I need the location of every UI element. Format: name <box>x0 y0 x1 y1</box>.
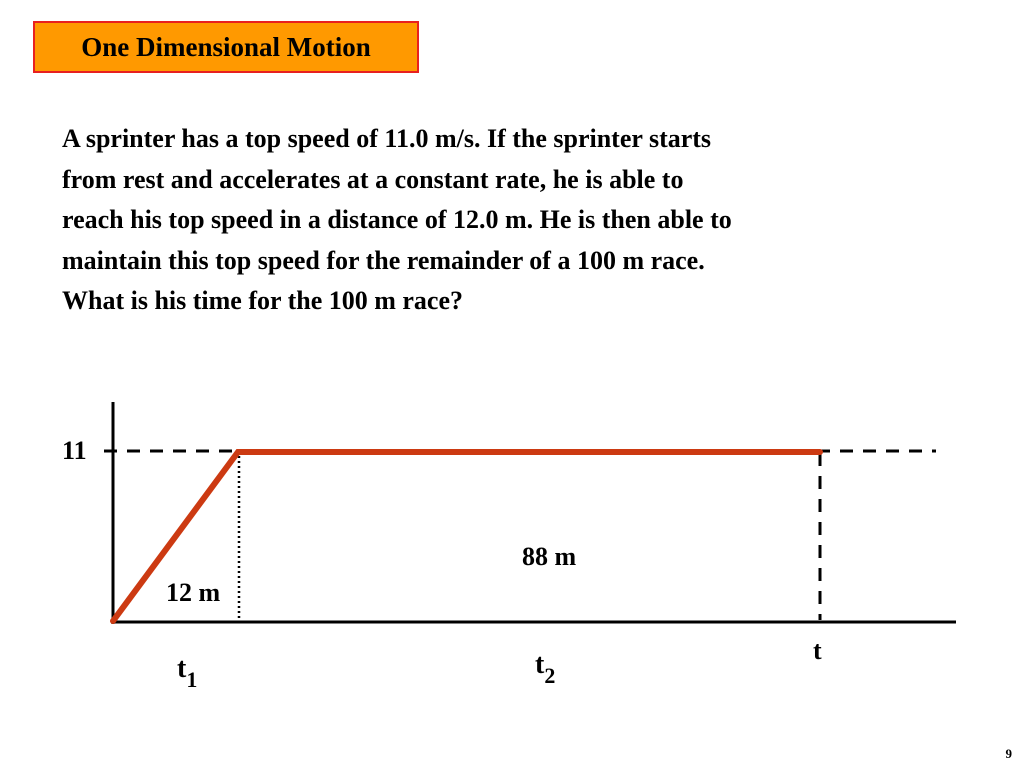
acceleration-area-label: 12 m <box>166 578 221 607</box>
problem-line: reach his top speed in a distance of 12.0 m. He is then able to <box>62 205 732 234</box>
problem-line: A sprinter has a top speed of 11.0 m/s. If the sprinter starts <box>62 124 712 153</box>
t-label: t <box>813 636 822 665</box>
slide-title: One Dimensional Motion <box>33 21 419 73</box>
t1-subscript: 1 <box>186 667 198 692</box>
y-tick-label: 11 <box>62 436 87 465</box>
constant-area-label: 88 m <box>522 542 577 571</box>
page-number: 9 <box>1005 746 1012 761</box>
t2-label <box>535 649 555 688</box>
t1-label <box>177 653 197 692</box>
t2-base: t <box>535 649 545 680</box>
t2-subscript: 2 <box>544 663 556 688</box>
problem-line: maintain this top speed for the remainder of a 100 m race. <box>62 245 705 275</box>
t1-base: t <box>177 653 187 684</box>
problem-line: What is his time for the 100 m race? <box>62 286 464 315</box>
problem-line: from rest and accelerates at a constant rate, he is able to <box>62 164 684 194</box>
